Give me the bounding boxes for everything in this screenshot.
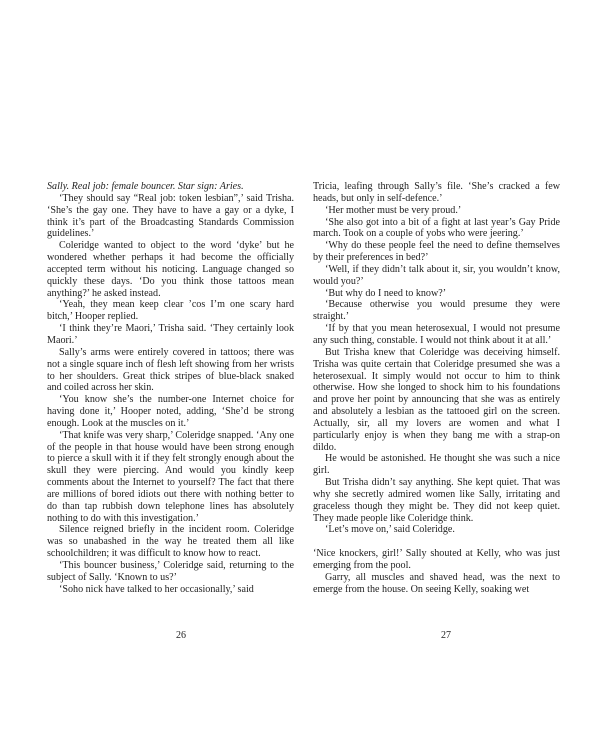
paragraph: ‘She also got into a bit of a fight at last year’s Gay Pride march. Took on a couple of yobs who were jeering.’ [313,216,560,240]
paragraph: ‘But why do I need to know?’ [325,287,447,299]
paragraph: ‘Well, if they didn’t talk about it, sir, you wouldn’t know, would you?’ [313,263,560,287]
paragraph: Silence reigned briefly in the incident room. Coleridge was so unabashed in the way he treated them all like schoolchildren; it was difficult to know how to react. [47,524,294,560]
page-number: 27 [441,630,451,641]
paragraph: Sally. Real job: female bouncer. Star sign: Aries. [47,181,244,192]
paragraph: ‘Her mother must be very proud.’ [325,204,462,216]
paragraph: But Trisha didn’t say anything. She kept quiet. That was why she secretly admired women like Sally, irritating and graceless though they might be. They did not keep quiet. They made people like Coleridge think. [313,477,560,524]
paragraph: He would be astonished. He thought she was such a nice girl. [313,453,560,477]
paragraph: ‘I think they’re Maori,’ Trisha said. ‘They certainly look Maori.’ [47,323,294,346]
paragraph: ‘Because otherwise you would presume they were straight.’ [313,299,560,323]
paragraph: Coleridge wanted to object to the word ‘dyke’ but he wondered whether perhaps it had become the officially accepted term without his noticing. Language changed so quickly these days. ‘Do you think those tattoos mean anything?’ he asked instead. [47,240,294,299]
paragraph: But Trisha knew that Coleridge was deceiving himself. Trisha was quite certain that Coleridge presumed she was a heterosexual. It simply would not occur to him to think otherwise. How she longed to shock him to his foundations and prove her point by announcing that she was as entirely and absolutely a lesbian as the tattooed girl on the screen. Actually, sir, all my lovers are women and what I particularly enjoy is when they bang me with a strap-on dildo. [313,346,560,453]
paragraph: Garry, all muscles and shaved head, was the next to emerge from the house. On seeing Kelly, soaking wet [313,572,560,595]
left-page [47,181,294,596]
paragraph: ‘Let’s move on,’ said Coleridge. [325,524,455,536]
paragraph: ‘This bouncer business,’ Coleridge said, returning to the subject of Sally. ‘Known to us?’ [47,560,294,583]
paragraph: ‘Nice knockers, girl!’ Sally shouted at Kelly, who was just emerging from the pool. [313,548,560,572]
paragraph: ‘That knife was very sharp,’ Coleridge snapped. ‘Any one of the people in that house would have been strong enough to pierce a skull with it if they felt strongly enough about the skull they were piercing. And would you kindly keep comments about the Internet to yourself? The fact that there are millions of bored idiots out there with nothing better to do than tap rubbish down telephone lines has absolutely nothing to do with this investigation.’ [47,429,294,524]
paragraph: ‘You know she’s the number-one Internet choice for having done it,’ Hooper noted, adding, ‘She’d be strong enough. Look at the muscles on it.’ [47,394,294,429]
paragraph: Sally’s arms were entirely covered in tattoos; there was not a single square inch of flesh left showing from her wrists to her shoulders. Great thick stripes of blue-black snaked and coiled across her skin. [47,346,294,394]
paragraph: ‘Yeah, they mean keep clear ’cos I’m one scary hard bitch,’ Hooper replied. [47,299,294,323]
paragraph: ‘If by that you mean heterosexual, I would not presume any such thing, constable. I would not think about it at all.’ [313,323,560,346]
paragraph: ‘Why do these people feel the need to define themselves by their preferences in bed?’ [313,240,560,264]
right-page [313,181,560,596]
paragraph: ‘Soho nick have talked to her occasionally,’ said [59,583,254,595]
paragraph: ‘They should say “Real job: token lesbian”,’ said Trisha. ‘She’s the gay one. They have to have a gay or a dyke, I think it’s part of the Broadcasting Standards Commission guidelines.’ [47,192,294,240]
paragraph: Tricia, leafing through Sally’s file. ‘She’s cracked a few heads, but only in self-defence.’ [313,181,560,204]
page-number: 26 [176,630,186,641]
